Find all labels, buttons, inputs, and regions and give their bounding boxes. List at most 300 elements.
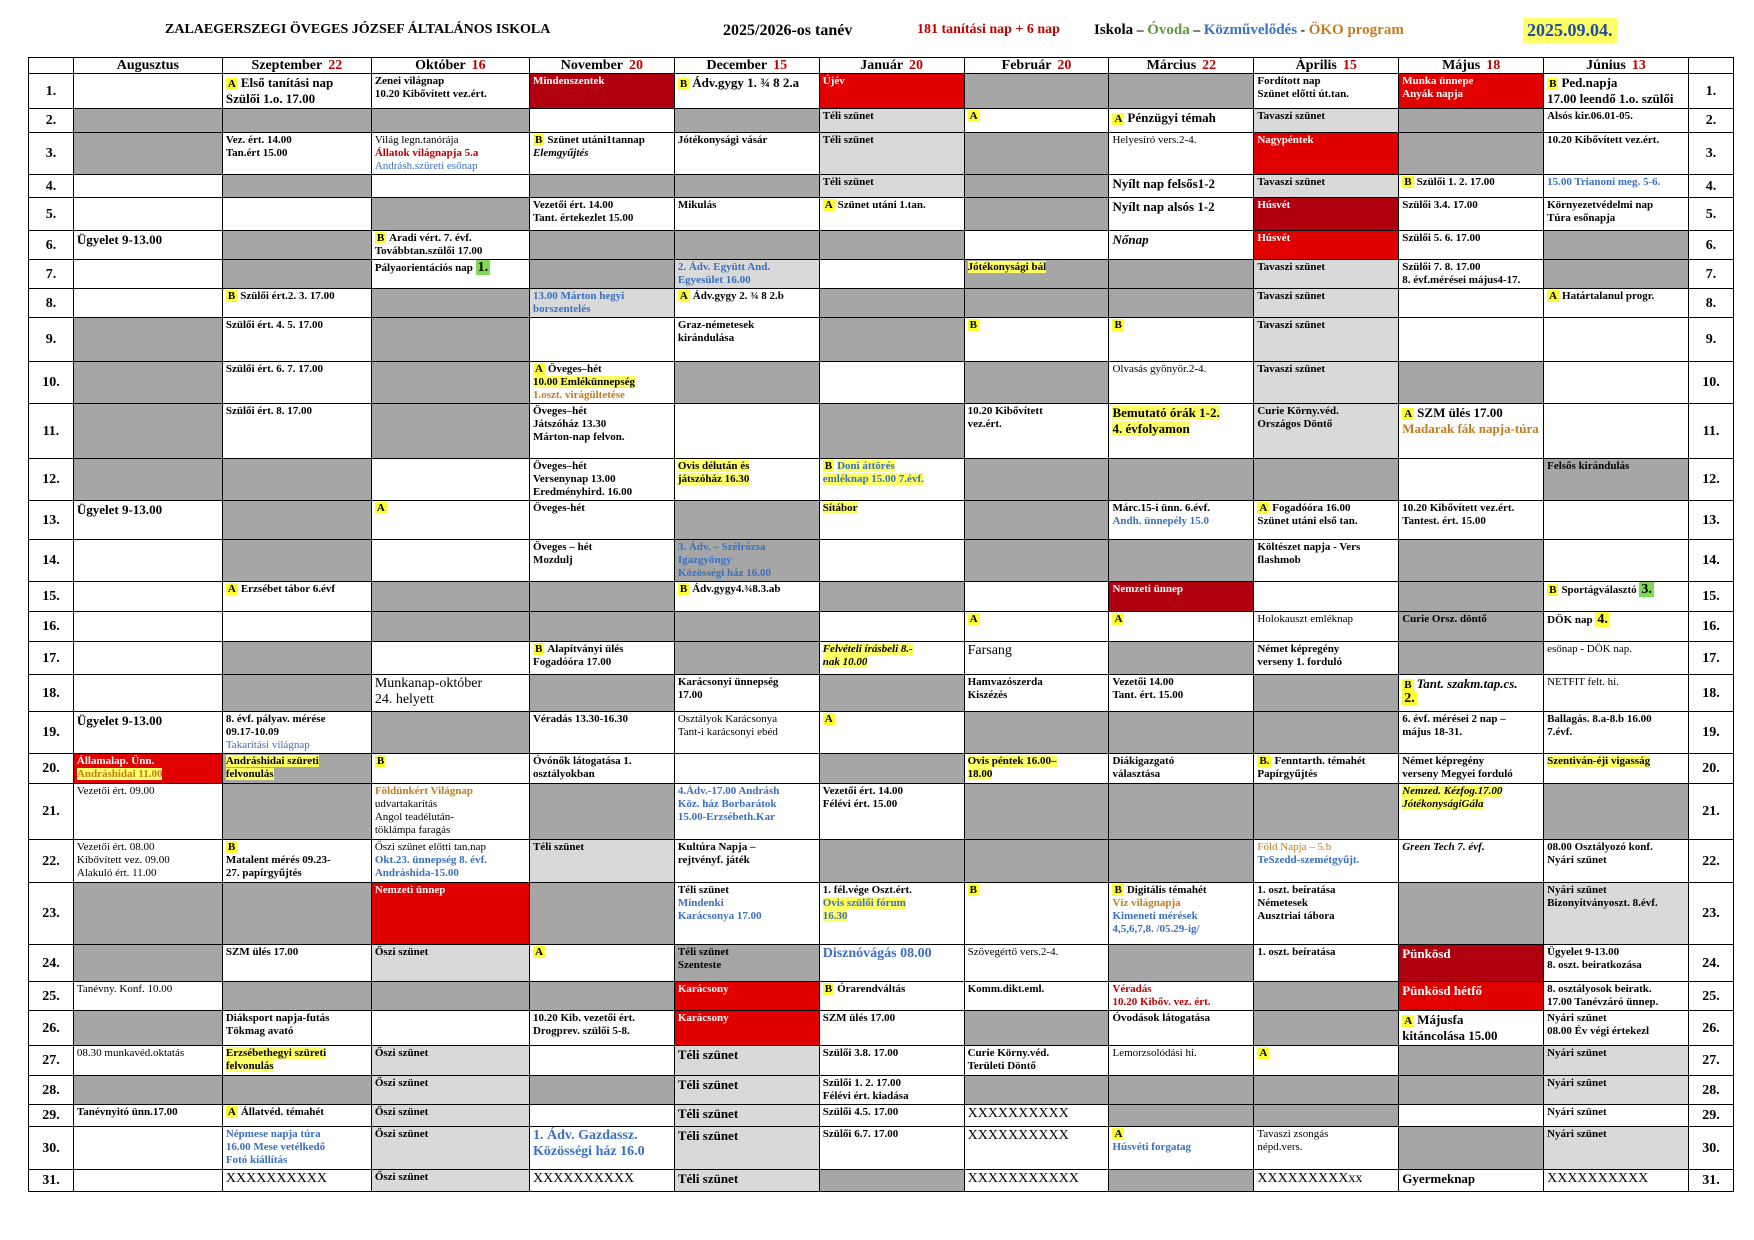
program-tag-a: A — [1259, 1047, 1268, 1059]
program-tag-a: A — [969, 110, 978, 122]
day-cell — [529, 109, 674, 133]
cell-text: emléknap 15.00 7.évf. — [822, 473, 924, 485]
day-cell — [371, 582, 529, 612]
day-number: 2. — [29, 109, 74, 133]
day-cell — [1399, 675, 1544, 712]
cell-text: Közösségi ház 16.00 — [677, 567, 772, 579]
day-cell — [1399, 784, 1544, 840]
day-number: 30. — [29, 1127, 74, 1170]
cell-text: Németesek — [1257, 897, 1309, 909]
day-cell — [73, 754, 222, 784]
day-number: 27. — [29, 1046, 74, 1076]
day-cell — [1109, 642, 1254, 675]
cell-text: Téli szünet — [677, 1077, 739, 1092]
day-cell — [674, 883, 819, 945]
cell-text: Elemgyűjtés — [532, 147, 589, 159]
day-cell — [819, 133, 964, 175]
cell-text: Felsős kirándulás — [1547, 460, 1630, 472]
day-cell — [371, 459, 529, 501]
cell-text: Újév — [822, 75, 845, 87]
cell-text: Öveges-hét — [532, 502, 585, 514]
cell-text: választása — [1112, 768, 1161, 780]
cell-text: Költészet napja - Vers — [1257, 541, 1361, 553]
cell-text: töklámpa faragás — [374, 824, 451, 836]
day-number: 30. — [1688, 1127, 1733, 1170]
day-number: 9. — [29, 318, 74, 362]
day-cell — [1254, 404, 1399, 459]
day-cell — [1109, 231, 1254, 260]
day-cell — [222, 1046, 371, 1076]
day-cell — [1109, 1011, 1254, 1046]
day-number: 7. — [29, 260, 74, 289]
cell-text: verseny 1. forduló — [1257, 656, 1342, 668]
cell-text: Pályaorientációs nap — [374, 262, 476, 274]
day-number: 11. — [1688, 404, 1733, 459]
cell-text: Eredményhird. 16.00 — [532, 486, 633, 498]
day-cell — [222, 784, 371, 840]
cell-text: Lemorzsolódási hi. — [1112, 1047, 1197, 1059]
day-cell — [1254, 501, 1399, 540]
day-cell — [674, 540, 819, 582]
program-legend: Iskola – Óvoda – Közművelődés - ÖKO program — [1094, 22, 1404, 38]
day-cell — [964, 74, 1109, 109]
day-cell — [371, 1105, 529, 1127]
cell-text: 10.20 Kibővített vez.ért. — [374, 88, 487, 100]
day-cell — [529, 1011, 674, 1046]
month-teaching-day-count: 16 — [471, 58, 486, 73]
day-cell — [222, 840, 371, 883]
cell-text: flashmob — [1257, 554, 1301, 566]
cell-text: Továbbtan.szülői 17.00 — [374, 245, 483, 257]
cell-text: 27. papírgyűjtés — [225, 867, 302, 879]
day-cell — [73, 318, 222, 362]
day-cell — [1544, 1046, 1689, 1076]
day-cell — [529, 1105, 674, 1127]
cell-text: Német képregény — [1402, 755, 1485, 767]
cell-text: Ovis péntek 16.00– — [967, 755, 1057, 767]
day-cell — [371, 289, 529, 318]
cell-text: 1. Ádv. Gazdassz. — [532, 1128, 638, 1143]
cell-text: Nyári szünet — [1547, 1128, 1607, 1140]
calendar-row — [29, 289, 1734, 318]
day-number: 17. — [29, 642, 74, 675]
day-cell — [1399, 883, 1544, 945]
day-cell — [1399, 109, 1544, 133]
cell-text: Nőnap — [1112, 232, 1149, 247]
cell-text: Doni áttörés — [837, 460, 895, 472]
day-cell — [222, 712, 371, 754]
cell-text: Tökmag avató — [225, 1025, 294, 1037]
day-cell — [371, 74, 529, 109]
day-cell — [964, 1170, 1109, 1192]
calendar-row — [29, 1046, 1734, 1076]
day-cell — [371, 784, 529, 840]
day-cell — [674, 1076, 819, 1105]
day-cell — [819, 982, 964, 1011]
month-name: Június — [1586, 58, 1626, 73]
cell-text: Nyári szünet — [1547, 1047, 1607, 1059]
calendar-row — [29, 540, 1734, 582]
cell-text: Téli szünet — [677, 884, 729, 896]
calendar-row — [29, 318, 1734, 362]
calendar-row — [29, 260, 1734, 289]
day-cell — [371, 198, 529, 231]
day-cell — [1544, 1127, 1689, 1170]
cell-text: Tant-i karácsonyi ebéd — [677, 726, 778, 738]
cell-text: Hamvazószerda — [967, 676, 1043, 688]
day-cell — [529, 540, 674, 582]
program-tag-b: B — [679, 78, 688, 90]
day-cell — [1399, 501, 1544, 540]
day-cell — [1109, 318, 1254, 362]
day-cell — [1399, 231, 1544, 260]
cell-text: felvonulás — [225, 1060, 274, 1072]
calendar-table — [28, 57, 1734, 1192]
program-tag-b: B — [824, 983, 833, 995]
program-tag-a: A — [1114, 113, 1123, 125]
day-cell — [819, 198, 964, 231]
cell-text: Téli szünet — [532, 841, 584, 853]
day-cell — [1399, 945, 1544, 982]
day-cell — [371, 840, 529, 883]
day-number: 15. — [1688, 582, 1733, 612]
day-cell — [1109, 883, 1254, 945]
day-cell — [222, 501, 371, 540]
legend-oko: ÖKO program — [1308, 22, 1404, 38]
day-cell — [222, 642, 371, 675]
header — [0, 18, 1754, 44]
day-cell — [371, 404, 529, 459]
cell-text: Sítábor — [822, 502, 858, 514]
cell-text: Ped.napja — [1561, 75, 1618, 90]
cell-text: Alsós kir.06.01-05. — [1547, 110, 1633, 122]
day-number: 5. — [1688, 198, 1733, 231]
day-cell — [1544, 784, 1689, 840]
day-number: 15. — [29, 582, 74, 612]
calendar-row — [29, 883, 1734, 945]
month-header-szeptember — [222, 58, 371, 74]
day-cell — [222, 945, 371, 982]
program-tag-b: B — [1404, 176, 1412, 188]
cell-text: Tan.ért 15.00 — [225, 147, 288, 159]
day-cell — [1544, 362, 1689, 404]
day-cell — [1399, 404, 1544, 459]
cell-text: SZM ülés 17.00 — [225, 946, 299, 958]
cell-text: Ádv.gygy4.¾8.3.ab — [692, 583, 781, 595]
cell-text: Játszóház 13.30 — [532, 418, 607, 430]
day-cell — [222, 540, 371, 582]
day-cell — [1544, 175, 1689, 198]
program-tag-a: A — [824, 713, 833, 725]
school-year: 2025/2026-os tanév — [723, 22, 853, 39]
cell-text: 08.30 munkavéd.oktatás — [76, 1047, 185, 1059]
day-cell — [1254, 612, 1399, 642]
day-cell — [1254, 540, 1399, 582]
day-number: 5. — [29, 198, 74, 231]
cell-text: Földünkért Világnap — [374, 785, 473, 797]
cell-text: Őszi szünet — [374, 1171, 429, 1183]
month-header-november — [529, 58, 674, 74]
day-cell — [222, 362, 371, 404]
day-number: 16. — [29, 612, 74, 642]
cell-text: Téli szünet — [677, 1128, 739, 1143]
day-cell — [73, 1170, 222, 1192]
number-badge: 3. — [1641, 582, 1652, 597]
cell-text: Osztályok Karácsonya — [677, 713, 778, 725]
cell-text: Szülői ért. 4. 5. 17.00 — [225, 319, 324, 331]
cell-text: Vez. ért. 14.00 — [225, 134, 292, 146]
day-number: 6. — [1688, 231, 1733, 260]
calendar-row — [29, 74, 1734, 109]
school-name: ZALAEGERSZEGI ÖVEGES JÓZSEF ÁLTALÁNOS ISKOLA — [165, 22, 551, 37]
day-number: 27. — [1688, 1046, 1733, 1076]
day-number: 18. — [1688, 675, 1733, 712]
month-teaching-day-count: 20 — [1057, 58, 1072, 73]
cell-text: 17.00 leendő 1.o. szülői — [1547, 91, 1674, 106]
day-cell — [1399, 1105, 1544, 1127]
cell-text: Öveges–hét — [547, 363, 602, 375]
cell-text: Diákigazgató — [1112, 755, 1175, 767]
day-cell — [529, 459, 674, 501]
day-cell — [371, 642, 529, 675]
calendar-row — [29, 175, 1734, 198]
cell-text: Tavaszi szünet — [1257, 290, 1326, 302]
cell-text: Ügyelet 9-13.00 — [76, 232, 163, 247]
program-tag-a: A — [1114, 613, 1123, 625]
program-tag-a: A — [1114, 1128, 1123, 1140]
day-cell — [819, 582, 964, 612]
day-cell — [819, 318, 964, 362]
cell-text: Bizonyítványoszt. 8.évf. — [1547, 897, 1658, 909]
cell-text: 8. évf. pályav. mérése — [225, 713, 326, 725]
day-cell — [1544, 74, 1689, 109]
day-cell — [1399, 1170, 1544, 1192]
day-cell — [819, 1076, 964, 1105]
cell-text: Szülői 3.8. 17.00 — [822, 1047, 899, 1059]
calendar-row — [29, 198, 1734, 231]
cell-text: Karácsonya 17.00 — [677, 910, 762, 922]
month-teaching-day-count: 22 — [328, 58, 343, 73]
cell-text: 15.00 Trianoni meg. 5-6. — [1547, 176, 1661, 188]
cell-text: Öveges – hét — [532, 541, 593, 553]
day-cell — [371, 675, 529, 712]
day-cell — [964, 109, 1109, 133]
day-cell — [222, 582, 371, 612]
cell-text: Diáksport napja-futás — [225, 1012, 330, 1024]
day-number: 1. — [29, 74, 74, 109]
day-number: 20. — [29, 754, 74, 784]
cell-text: Papírgyűjtés — [1257, 768, 1318, 780]
cell-text: 7.évf. — [1547, 726, 1573, 738]
day-number: 23. — [1688, 883, 1733, 945]
cell-text: 1. fél.vége Oszt.ért. — [822, 884, 912, 896]
program-tag-b: B — [824, 460, 833, 472]
cell-text: Ádv.gygy 2. ¾ 8 2.b — [692, 290, 784, 302]
day-cell — [222, 133, 371, 175]
day-cell — [73, 362, 222, 404]
cell-text: Májusfa — [1417, 1012, 1464, 1027]
cell-text: Szülői 1.o. 17.00 — [225, 91, 316, 106]
cell-text: Félévi ért. 15.00 — [822, 798, 898, 810]
cell-text: Angol teadélután- — [374, 811, 454, 823]
cell-text: Farsang — [967, 643, 1012, 658]
day-cell — [1109, 1046, 1254, 1076]
day-cell — [529, 675, 674, 712]
cell-text: rejtvényf. játék — [677, 854, 750, 866]
cell-text: 2. Ádv. Együtt And. — [677, 261, 771, 273]
cell-text: XXXXXXXXXxx — [1257, 1171, 1363, 1186]
cell-text: Véradás 13.30-16.30 — [532, 713, 628, 725]
cell-text: 8. évf.mérései május4-17. — [1402, 274, 1521, 286]
cell-text: Félévi ért. kiadása — [822, 1090, 909, 1102]
calendar-row — [29, 362, 1734, 404]
day-cell — [964, 318, 1109, 362]
cell-text: Andh. ünnepély 15.0 — [1112, 515, 1210, 527]
cell-text: Igazgyöngy — [677, 554, 732, 566]
cell-text: Sportágválasztó — [1561, 584, 1640, 596]
program-tag-b: B — [1404, 679, 1412, 691]
day-cell — [819, 74, 964, 109]
day-cell — [371, 883, 529, 945]
cell-text: Ausztriai tábora — [1257, 910, 1335, 922]
calendar-row — [29, 712, 1734, 754]
number-badge: 4. — [1597, 612, 1608, 627]
month-header-április — [1254, 58, 1399, 74]
day-cell — [964, 945, 1109, 982]
cell-text: Bemutató órák 1-2. — [1112, 405, 1220, 420]
cell-text: Nyári szünet — [1547, 854, 1607, 866]
day-cell — [1254, 231, 1399, 260]
cell-text: Alakuló ért. 11.00 — [76, 867, 157, 879]
cell-text: 15.00-Erzsébeth.Kar — [677, 811, 775, 823]
day-cell — [819, 754, 964, 784]
day-cell — [529, 231, 674, 260]
program-tag-b: B — [1549, 78, 1557, 90]
cell-text: Vezetői ért. 14.00 — [532, 199, 614, 211]
day-cell — [1399, 289, 1544, 318]
day-cell — [222, 74, 371, 109]
day-cell — [674, 784, 819, 840]
day-cell — [1544, 404, 1689, 459]
day-number: 10. — [1688, 362, 1733, 404]
program-tag-b: B — [376, 232, 385, 244]
month-teaching-day-count: 18 — [1486, 58, 1501, 73]
cell-text: Karácsony — [677, 983, 729, 995]
day-cell — [1254, 784, 1399, 840]
calendar-row — [29, 404, 1734, 459]
calendar-row — [29, 582, 1734, 612]
cell-text: 17.00 Tanévzáró ünnep. — [1547, 996, 1659, 1008]
day-cell — [371, 260, 529, 289]
cell-text: Andráshidai szüreti — [225, 755, 319, 767]
cell-text: Szülői 7. 8. 17.00 — [1402, 261, 1481, 273]
calendar-row — [29, 1170, 1734, 1192]
day-cell — [819, 501, 964, 540]
month-name: Május — [1442, 58, 1481, 73]
day-cell — [819, 1105, 964, 1127]
day-cell — [1254, 318, 1399, 362]
day-cell — [73, 459, 222, 501]
cell-text: Ügyelet 9-13.00 — [1547, 946, 1620, 958]
day-cell — [964, 175, 1109, 198]
month-header-október — [371, 58, 529, 74]
teaching-days: 181 tanítási nap + 6 nap — [917, 22, 1060, 37]
day-cell — [73, 74, 222, 109]
cell-text: május 18-31. — [1402, 726, 1463, 738]
day-cell — [1254, 1046, 1399, 1076]
day-cell — [1254, 1127, 1399, 1170]
cell-text: Őszi szünet — [374, 1106, 429, 1118]
cell-text: Túra esőnapja — [1547, 212, 1616, 224]
day-cell — [73, 784, 222, 840]
day-cell — [1544, 612, 1689, 642]
day-cell — [964, 1076, 1109, 1105]
calendar-row — [29, 133, 1734, 175]
month-teaching-day-count: 15 — [1342, 58, 1357, 73]
day-cell — [529, 289, 674, 318]
day-cell — [819, 109, 964, 133]
month-teaching-day-count: 20 — [909, 58, 924, 73]
day-cell — [1254, 840, 1399, 883]
cell-text: Holokauszt emléknap — [1257, 613, 1353, 625]
day-cell — [1254, 883, 1399, 945]
cell-text: Ovis délután és — [677, 460, 750, 472]
legend-ovoda: Óvoda — [1147, 22, 1190, 38]
day-cell — [1399, 840, 1544, 883]
cell-text: Matalent mérés 09.23- — [225, 854, 331, 866]
cell-text: esőnap - DÖK nap. — [1547, 643, 1633, 655]
day-cell — [964, 642, 1109, 675]
cell-text: Mindenki — [677, 897, 724, 909]
day-number: 14. — [29, 540, 74, 582]
cell-text: kitáncolása 15.00 — [1402, 1028, 1498, 1043]
cell-text: XXXXXXXXXXX — [967, 1171, 1079, 1186]
cell-text: Tavaszi szünet — [1257, 110, 1326, 122]
cell-text: felvonulás — [225, 768, 274, 780]
day-cell — [1254, 1076, 1399, 1105]
calendar-row — [29, 501, 1734, 540]
cell-text: Víz világnapja — [1112, 897, 1181, 909]
day-cell — [222, 612, 371, 642]
day-cell — [1544, 1011, 1689, 1046]
day-cell — [964, 231, 1109, 260]
program-tag-a: A — [227, 583, 236, 595]
calendar-row — [29, 840, 1734, 883]
month-header-március — [1109, 58, 1254, 74]
day-number: 8. — [29, 289, 74, 318]
day-cell — [1399, 982, 1544, 1011]
cell-text: Helyesíró vers.2-4. — [1112, 134, 1197, 146]
cell-text: Szövegértő vers.2-4. — [967, 946, 1059, 958]
month-name: Január — [860, 58, 904, 73]
day-cell — [819, 675, 964, 712]
day-cell — [1544, 712, 1689, 754]
cell-text: Olvasás gyönyör.2-4. — [1112, 363, 1207, 375]
day-cell — [964, 198, 1109, 231]
day-cell — [529, 198, 674, 231]
month-header-augusztus — [73, 58, 222, 74]
day-cell — [819, 362, 964, 404]
cell-text: Órarendváltás — [837, 983, 906, 995]
day-cell — [819, 883, 964, 945]
day-cell — [222, 883, 371, 945]
cell-text: Pénzügyi témah — [1127, 110, 1216, 125]
day-cell — [1544, 1170, 1689, 1192]
month-name: December — [706, 58, 768, 73]
program-tag-a: A — [824, 199, 833, 211]
day-number: 26. — [1688, 1011, 1733, 1046]
month-name: Március — [1146, 58, 1197, 73]
